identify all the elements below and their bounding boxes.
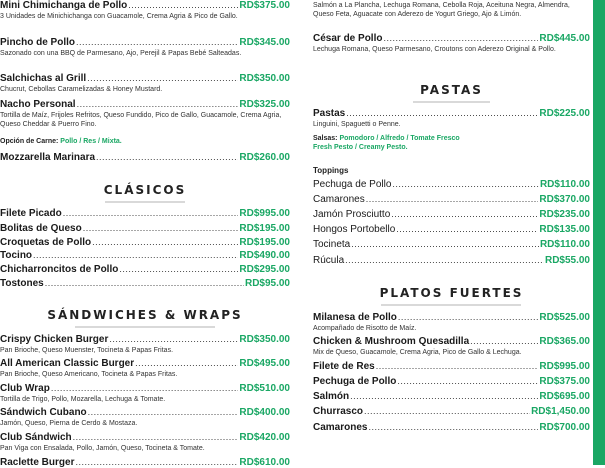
dot-leader [77,99,239,109]
menu-item [0,152,290,163]
menu-item [0,383,290,404]
dot-leader [366,194,539,204]
meat-option-label: Opción de Carne: [0,138,59,145]
topping-item [313,179,590,190]
dot-leader [397,376,538,386]
item-name: Milanesa de Pollo [313,312,397,323]
item-name: Club Wrap [0,383,50,394]
topping-item [313,255,590,266]
menu-item [0,278,290,289]
dot-leader [83,223,239,233]
salsas-note [313,134,590,152]
section-divider [413,101,490,103]
section-title-sandwiches: SÁNDWICHES & WRAPS [47,308,243,322]
item-price: RD$1,450.00 [531,406,590,417]
item-name: Tocino [0,250,33,261]
dot-leader [346,108,538,118]
salsas-options: Fresh Pesto / Creamy Pesto. [313,144,408,151]
menu-item [0,223,290,234]
item-price: RD$525.00 [539,312,590,323]
item-description: Jamón, Queso, Pierna de Cerdo & Mostaza. [0,420,138,427]
menu-item [313,361,590,372]
section-divider [381,304,521,306]
item-price: RD$345.00 [239,37,290,48]
item-name: Camarones [313,194,365,205]
item-name: Mini Chimichanga de Pollo [0,0,128,11]
section-divider [105,201,185,203]
item-description: Sazonado con una BBQ de Parmesano, Ajo, Perejil & Papas Bebé Salteadas. [0,50,242,57]
item-name: Salmón [313,391,350,402]
menu-item [313,336,590,357]
menu-item [313,312,590,333]
dot-leader [51,383,239,393]
menu-item [0,457,290,468]
item-price: RD$110.00 [539,239,590,250]
item-price: RD$55.00 [544,255,590,266]
dot-leader [470,336,538,346]
item-name: Mozzarella Marinara [0,152,96,163]
dot-leader [350,391,538,401]
item-name: Salchichas al Grill [0,73,87,84]
item-description: Pan Brioche, Queso Muenster, Tocineta & Papas Fritas. [0,347,174,354]
item-name: Tostones [0,278,44,289]
dot-leader [351,239,539,249]
salsas-label: Salsas: [313,135,338,142]
item-name: Sándwich Cubano [0,407,87,418]
item-name: Club Sándwich [0,432,72,443]
menu-item [0,358,290,379]
item-price: RD$350.00 [239,73,290,84]
item-name: Pastas [313,108,346,119]
item-name: Filete de Res [313,361,375,372]
item-name: César de Pollo [313,33,383,44]
item-description: Chucrut, Cebollas Caramelizadas & Honey Mustard. [0,86,163,93]
item-name: Bolitas de Queso [0,223,82,234]
menu-item [0,99,290,129]
dot-leader [88,407,239,417]
dot-leader [75,457,238,467]
topping-item [313,239,590,250]
item-description: Mix de Queso, Guacamole, Crema Agria, Pico de Gallo & Lechuga. [313,349,522,356]
item-name: Nacho Personal [0,99,76,110]
item-price: RD$195.00 [239,223,290,234]
item-description: Pan Viga con Ensalada, Pollo, Jamón, Queso, Tocineta & Tomate. [0,445,205,452]
dot-leader [383,33,538,43]
dot-leader [345,255,544,265]
item-price: RD$350.00 [239,334,290,345]
topping-item [313,224,590,235]
item-name: Hongos Portobello [313,224,396,235]
item-price: RD$510.00 [239,383,290,394]
item-name: Rúcula [313,255,345,266]
item-price: RD$495.00 [239,358,290,369]
dot-leader [92,237,238,247]
topping-item [313,209,590,220]
section-divider [75,326,215,328]
menu-item [313,406,590,417]
menu-item [0,250,290,261]
dot-leader [45,278,244,288]
item-name: Chicken & Mushroom Quesadilla [313,336,470,347]
item-name: Pechuga de Pollo [313,179,392,190]
item-price: RD$370.00 [539,194,590,205]
item-price: RD$700.00 [539,422,590,433]
dot-leader [109,334,238,344]
dot-leader [73,432,239,442]
dot-leader [398,312,538,322]
item-name: Camarones [313,422,368,433]
dot-leader [368,422,538,432]
topping-item [313,194,590,205]
item-price: RD$610.00 [239,457,290,468]
item-description: Linguini, Spaguetti o Penne. [313,121,401,128]
dot-leader [119,264,238,274]
menu-item [0,208,290,219]
item-description: Pan Brioche, Queso Americano, Tocineta & Papas Fritas. [0,371,178,378]
dot-leader [33,250,238,260]
item-price: RD$695.00 [539,391,590,402]
item-price: RD$295.00 [239,264,290,275]
meat-option-value: Pollo / Res / Mixta. [60,138,122,145]
item-price: RD$325.00 [239,99,290,110]
dot-leader [376,361,539,371]
dot-leader [364,406,530,416]
menu-item [0,37,290,58]
item-price: RD$95.00 [244,278,290,289]
dot-leader [391,209,538,219]
toppings-title: Toppings [313,166,349,175]
item-description: Salmón a La Plancha, Lechuga Romana, Cebolla Roja, Aceituna Negra, Almendra, Queso Feta, Aguacate con Aderezo de Yogurt Griego, Ajo & Limón. [313,2,570,18]
menu-item [313,391,590,402]
salsas-options: Pomodoro / Alfredo / Tomate Fresco [339,135,460,142]
menu-item [0,264,290,275]
item-price: RD$110.00 [539,179,590,190]
item-description: Lechuga Romana, Queso Parmesano, Croutons con Aderezo Original & Pollo. [313,46,556,53]
item-name: Pechuga de Pollo [313,376,397,387]
item-name: Croquetas de Pollo [0,237,92,248]
item-price: RD$400.00 [239,407,290,418]
dot-leader [96,152,238,162]
item-description: Tortilla de Trigo, Pollo, Mozarella, Lechuga & Tomate. [0,396,166,403]
item-name: Raclette Burger [0,457,75,468]
item-name: Churrasco [313,406,364,417]
item-name: Jamón Prosciutto [313,209,391,220]
item-price: RD$995.00 [539,361,590,372]
dot-leader [76,37,238,47]
section-title-clasicos: CLÁSICOS [103,183,187,197]
item-name: All American Classic Burger [0,358,135,369]
menu-item [0,73,290,94]
item-name: Chicharroncitos de Pollo [0,264,119,275]
item-price: RD$375.00 [539,376,590,387]
dot-leader [63,208,239,218]
menu-item [313,108,590,129]
item-name: Tocineta [313,239,351,250]
menu-item [0,334,290,355]
section-title-platos-fuertes: PLATOS FUERTES [379,286,524,300]
item-description: Tortilla de Maíz, Frijoles Refritos, Queso Fundido, Pico de Gallo, Guacamole, Crema Agria, Queso Cheddar & Puerro Fino. [0,112,282,128]
meat-option-note [0,137,290,146]
menu-item [0,237,290,248]
item-description: Acompañado de Risotto de Maíz. [313,325,417,332]
dot-leader [128,0,238,10]
item-name: Filete Picado [0,208,62,219]
menu-item [313,422,590,433]
item-description: 3 Unidades de Minichichanga con Guacamole, Crema Agria & Pico de Gallo. [0,13,238,20]
accent-side-bar [593,0,605,465]
menu-item [0,407,290,428]
menu-item [0,432,290,453]
item-price: RD$260.00 [239,152,290,163]
section-title-pastas: PASTAS [420,83,483,97]
item-price: RD$445.00 [539,33,590,44]
item-price: RD$225.00 [539,108,590,119]
item-name: Crispy Chicken Burger [0,334,109,345]
item-price: RD$420.00 [239,432,290,443]
item-price: RD$995.00 [239,208,290,219]
dot-leader [87,73,238,83]
menu-item [313,33,590,54]
item-name: Pincho de Pollo [0,37,76,48]
menu-item [0,0,290,21]
item-price: RD$135.00 [539,224,590,235]
item-price: RD$490.00 [239,250,290,261]
menu-item [313,376,590,387]
dot-leader [135,358,238,368]
item-price: RD$375.00 [239,0,290,11]
item-price: RD$235.00 [539,209,590,220]
dot-leader [392,179,539,189]
item-price: RD$365.00 [539,336,590,347]
item-price: RD$195.00 [239,237,290,248]
dot-leader [396,224,538,234]
